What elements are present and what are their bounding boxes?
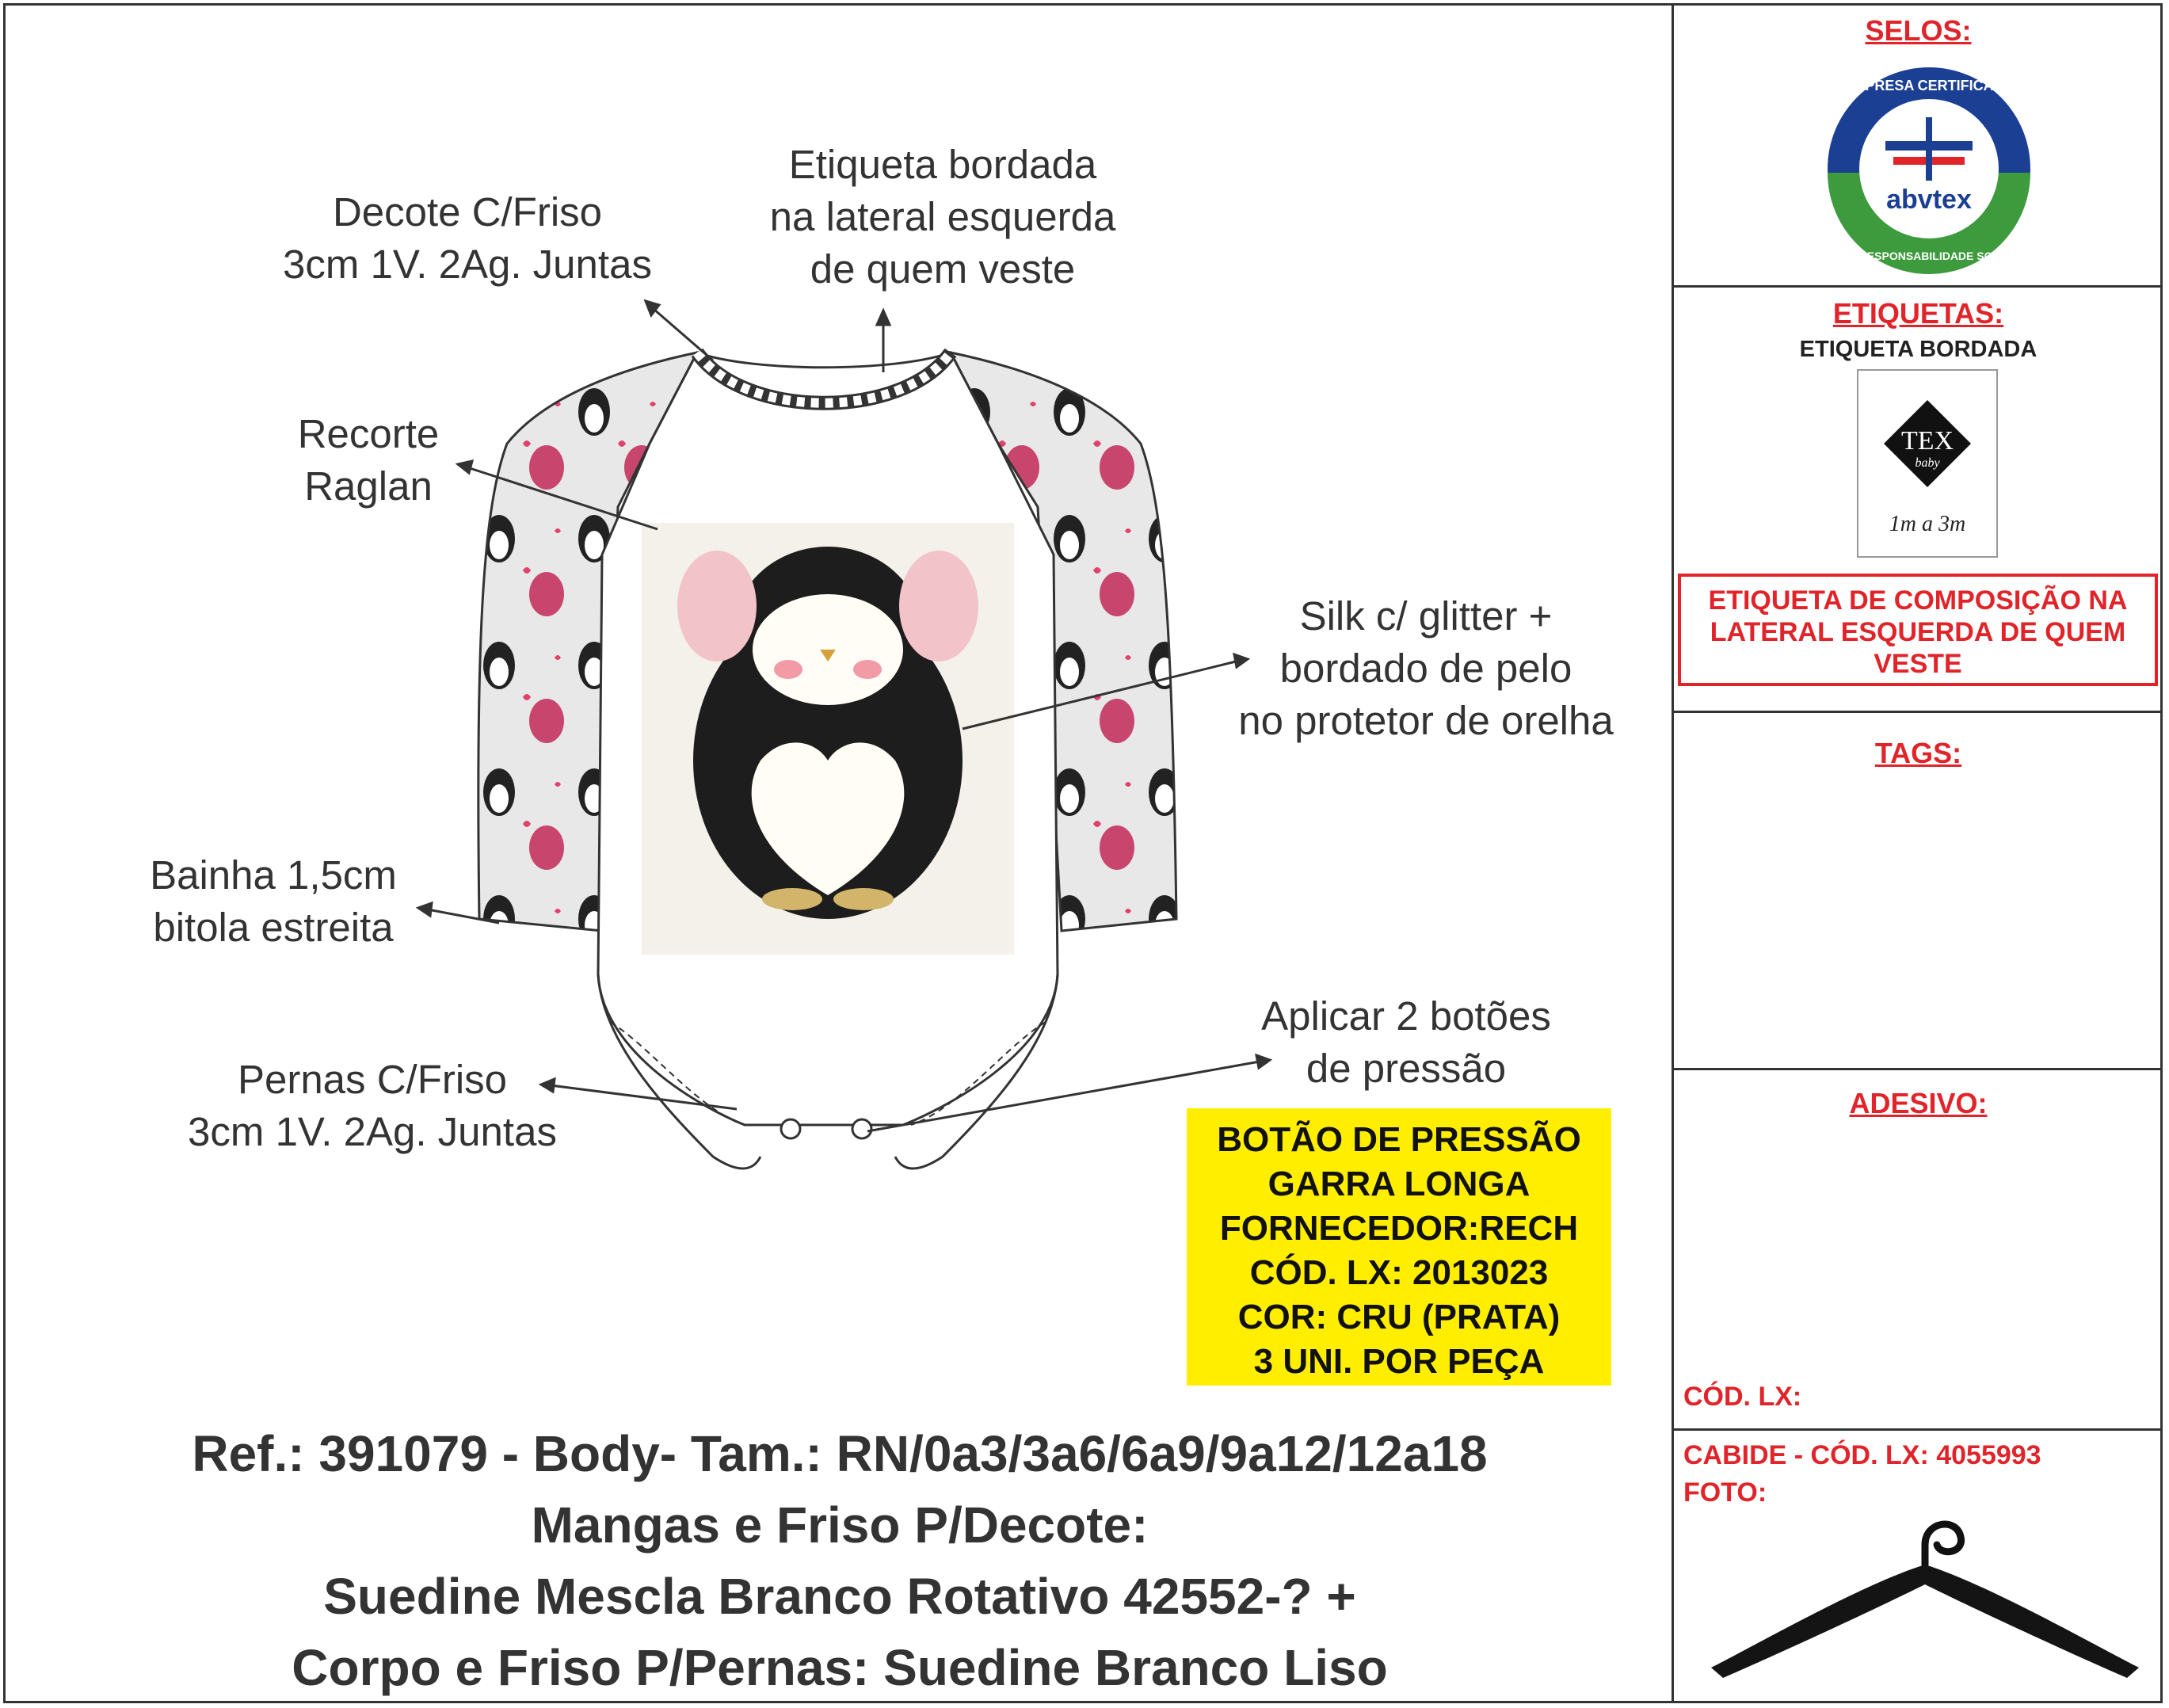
sidebar-separator <box>1672 1068 2163 1070</box>
cabide-code: CABIDE - CÓD. LX: 4055993 <box>1683 1440 2041 1470</box>
etiqueta-bordada-caption: ETIQUETA BORDADA <box>1799 337 2037 362</box>
reference-block: Ref.: 391079 - Body- Tam.: RN/0a3/3a6/6a9/9a12/12a18 Mangas e Friso P/Decote: Suedine Mescla Branco Rotativo 42552-? + Corpo e Friso P/Pernas: Suedine Branco Liso <box>192 1425 1488 1696</box>
svg-text:TEX: TEX <box>1900 426 1954 456</box>
snap-button <box>852 1119 871 1138</box>
adesivo-title: ADESIVO: <box>1849 1087 1988 1119</box>
decote-label: Decote C/Friso 3cm 1V. 2Ag. Juntas <box>283 189 652 287</box>
recorte-label: Recorte Raglan <box>297 411 440 509</box>
svg-text:baby: baby <box>1915 456 1940 470</box>
composition-label-note: ETIQUETA DE COMPOSIÇÃO NA LATERAL ESQUERDA DE QUEM VESTE <box>1678 574 2158 686</box>
bainha-label: Bainha 1,5cm bitola estreita <box>150 852 397 950</box>
botoes-label: Aplicar 2 botões de pressão <box>1261 993 1551 1091</box>
etiquetas-title: ETIQUETAS: <box>1832 297 2004 330</box>
sidebar-separator <box>1672 1428 2163 1431</box>
selos-title: SELOS: <box>1865 14 1972 47</box>
svg-text:1m a 3m: 1m a 3m <box>1889 512 1966 536</box>
pernas-label: Pernas C/Friso 3cm 1V. 2Ag. Juntas <box>188 1057 557 1154</box>
sidebar-divider <box>1672 3 1674 1703</box>
snap-button-spec-box: BOTÃO DE PRESSÃO GARRA LONGA FORNECEDOR:RECH CÓD. LX: 2013023 COR: CRU (PRATA) 3 UNI. POR PEÇA <box>1187 1108 1611 1386</box>
svg-text:abvtex: abvtex <box>1886 185 1972 215</box>
silk-label: Silk c/ glitter + bordado de pelo no protetor de orelha <box>1238 593 1614 743</box>
snap-button <box>781 1119 800 1138</box>
tex-baby-label <box>1856 368 1999 559</box>
sidebar-separator <box>1672 285 2163 288</box>
abvtex-seal-logo <box>1822 62 2036 276</box>
svg-text:EM RESPONSABILIDADE SOCIAL: EM RESPONSABILIDADE SOCIAL <box>1839 250 2019 262</box>
cod-lx-field: CÓD. LX: <box>1683 1382 1802 1412</box>
tags-title: TAGS: <box>1874 737 1962 769</box>
hanger-photo <box>1703 1489 2147 1695</box>
etiqueta-bordada-label: Etiqueta bordada na lateral esquerda de quem veste <box>769 142 1116 292</box>
sidebar-separator <box>1672 711 2163 713</box>
svg-text:EMPRESA CERTIFICADA: EMPRESA CERTIFICADA <box>1843 78 2015 93</box>
foto-label: FOTO: <box>1683 1477 1767 1508</box>
